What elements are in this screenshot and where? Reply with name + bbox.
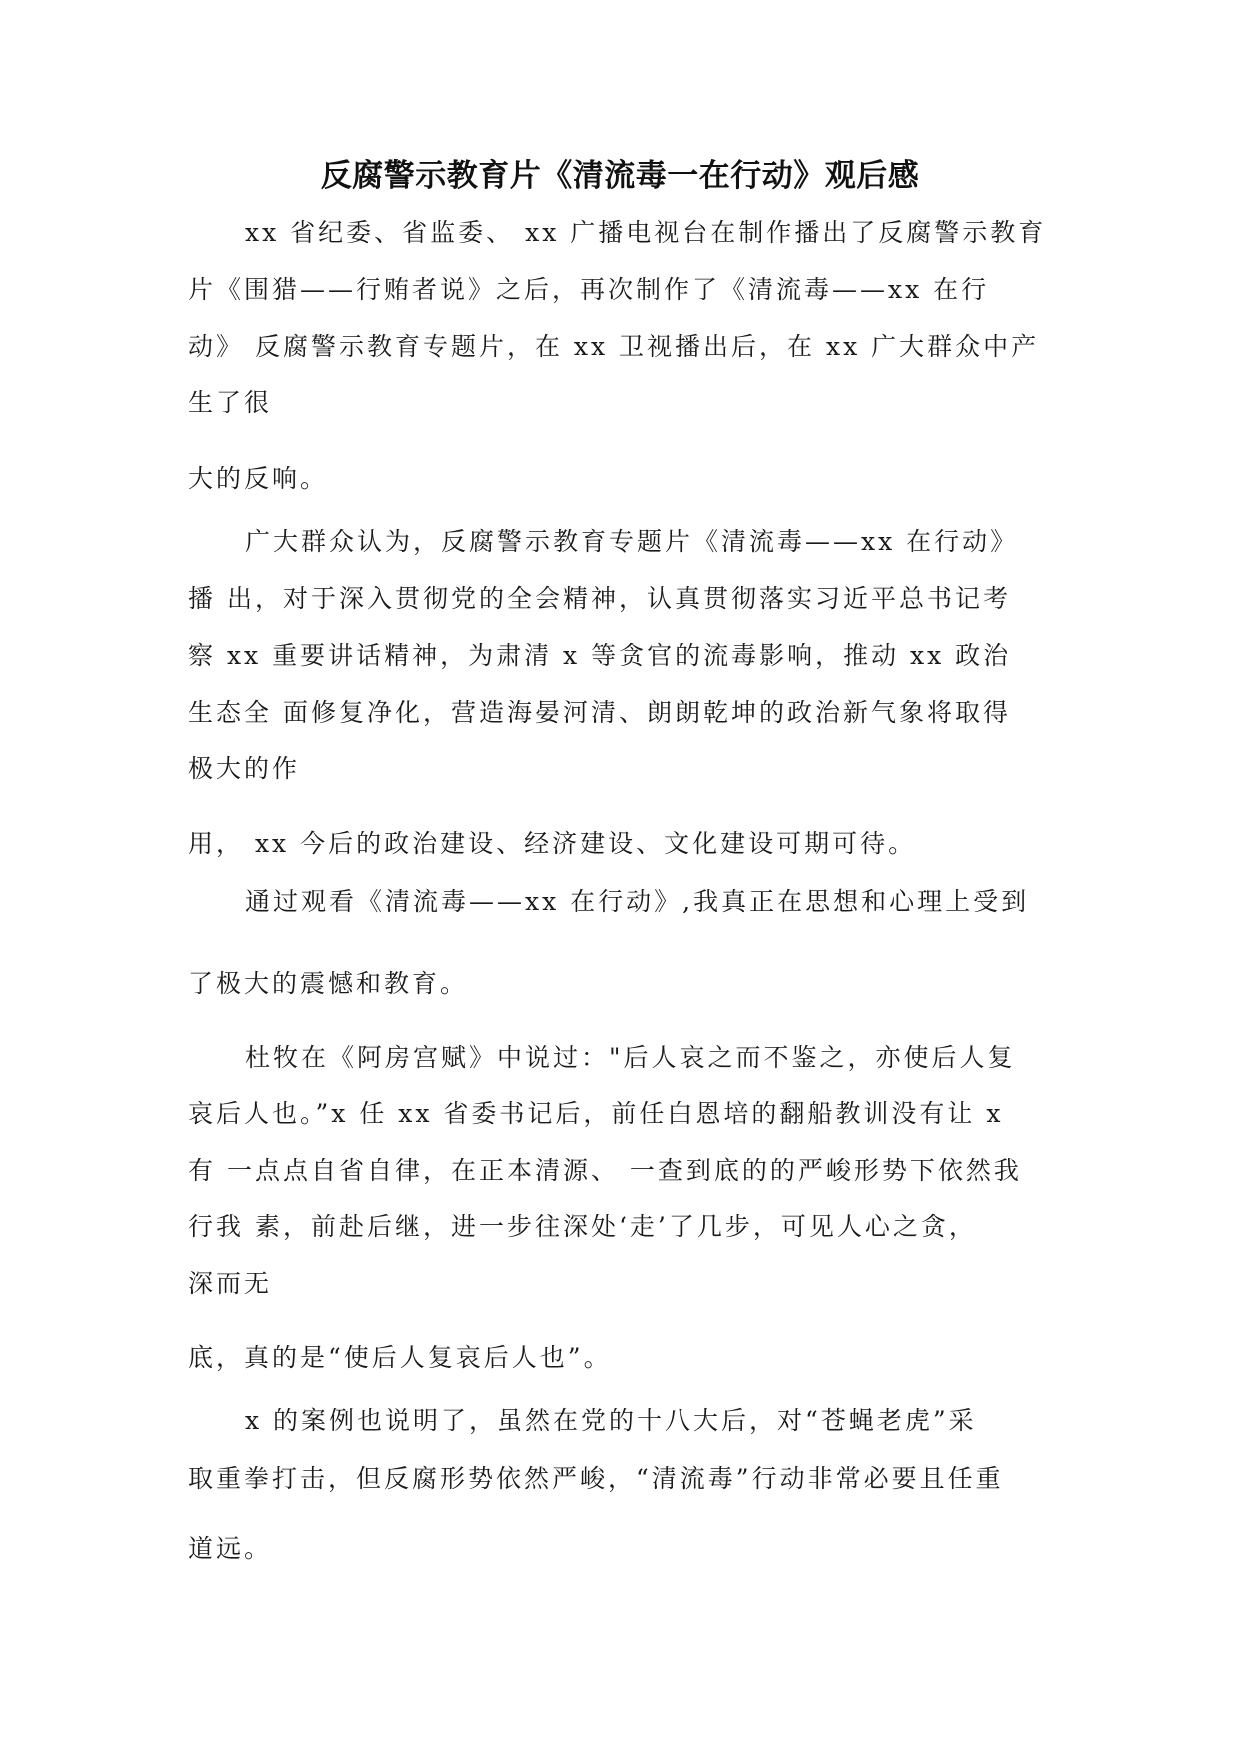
- text-line: 有 一点点自省自律，在正本清源、 一查到底的的严峻形势下依然我: [188, 1156, 1022, 1185]
- text-line: 播 出，对于深入贯彻党的全会精神，认真贯彻落实习近平总书记考: [188, 584, 1011, 613]
- text-line: 杜牧在《阿房宫赋》中说过："后人哀之而不鉴之，亦使后人复: [245, 1043, 1016, 1072]
- text-line: 用， xx 今后的政治建设、经济建设、文化建设可期可待。: [188, 829, 917, 858]
- text-line: 生态全 面修复净化，营造海晏河清、朗朗乾坤的政治新气象将取得: [188, 698, 1011, 727]
- text-line: 取重拳打击，但反腐形势依然严峻，“清流毒”行动非常必要且任重: [188, 1464, 1004, 1493]
- text-line: 广大群众认为，反腐警示教育专题片《清流毒——xx 在行动》: [245, 527, 1019, 556]
- text-line: 片《围猎——行贿者说》之后，再次制作了《清流毒——xx 在行: [188, 275, 990, 304]
- text-line: 大的反响。: [188, 464, 329, 493]
- text-line: 极大的作: [188, 754, 301, 783]
- text-line: 哀后人也。”x 任 xx 省委书记后，前任白恩培的翻船教训没有让 x: [188, 1099, 1004, 1128]
- text-line: 道远。: [188, 1534, 273, 1563]
- document-title: 反腐警示教育片《清流毒一在行动》观后感: [320, 158, 920, 194]
- text-line: 生了很: [188, 388, 273, 417]
- text-line: 行我 素，前赴后继，进一步往深处‘走’了几步，可见人心之贪，: [188, 1212, 977, 1241]
- text-line: x 的案例也说明了，虽然在党的十八大后，对“苍蝇老虎”采: [245, 1406, 977, 1435]
- text-line: 底，真的是“使后人复哀后人也”。: [188, 1343, 612, 1372]
- text-line: 通过观看《清流毒——xx 在行动》,我真正在思想和心理上受到: [245, 887, 1030, 916]
- text-line: 察 xx 重要讲话精神，为肃清 x 等贪官的流毒影响，推动 xx 政治: [188, 641, 1012, 670]
- text-line: xx 省纪委、省监委、 xx 广播电视台在制作播出了反腐警示教育: [245, 218, 1047, 247]
- text-line: 了极大的震憾和教育。: [188, 969, 469, 998]
- text-line: 动》 反腐警示教育专题片，在 xx 卫视播出后，在 xx 广大群众中产: [188, 332, 1040, 361]
- text-line: 深而无: [188, 1269, 273, 1298]
